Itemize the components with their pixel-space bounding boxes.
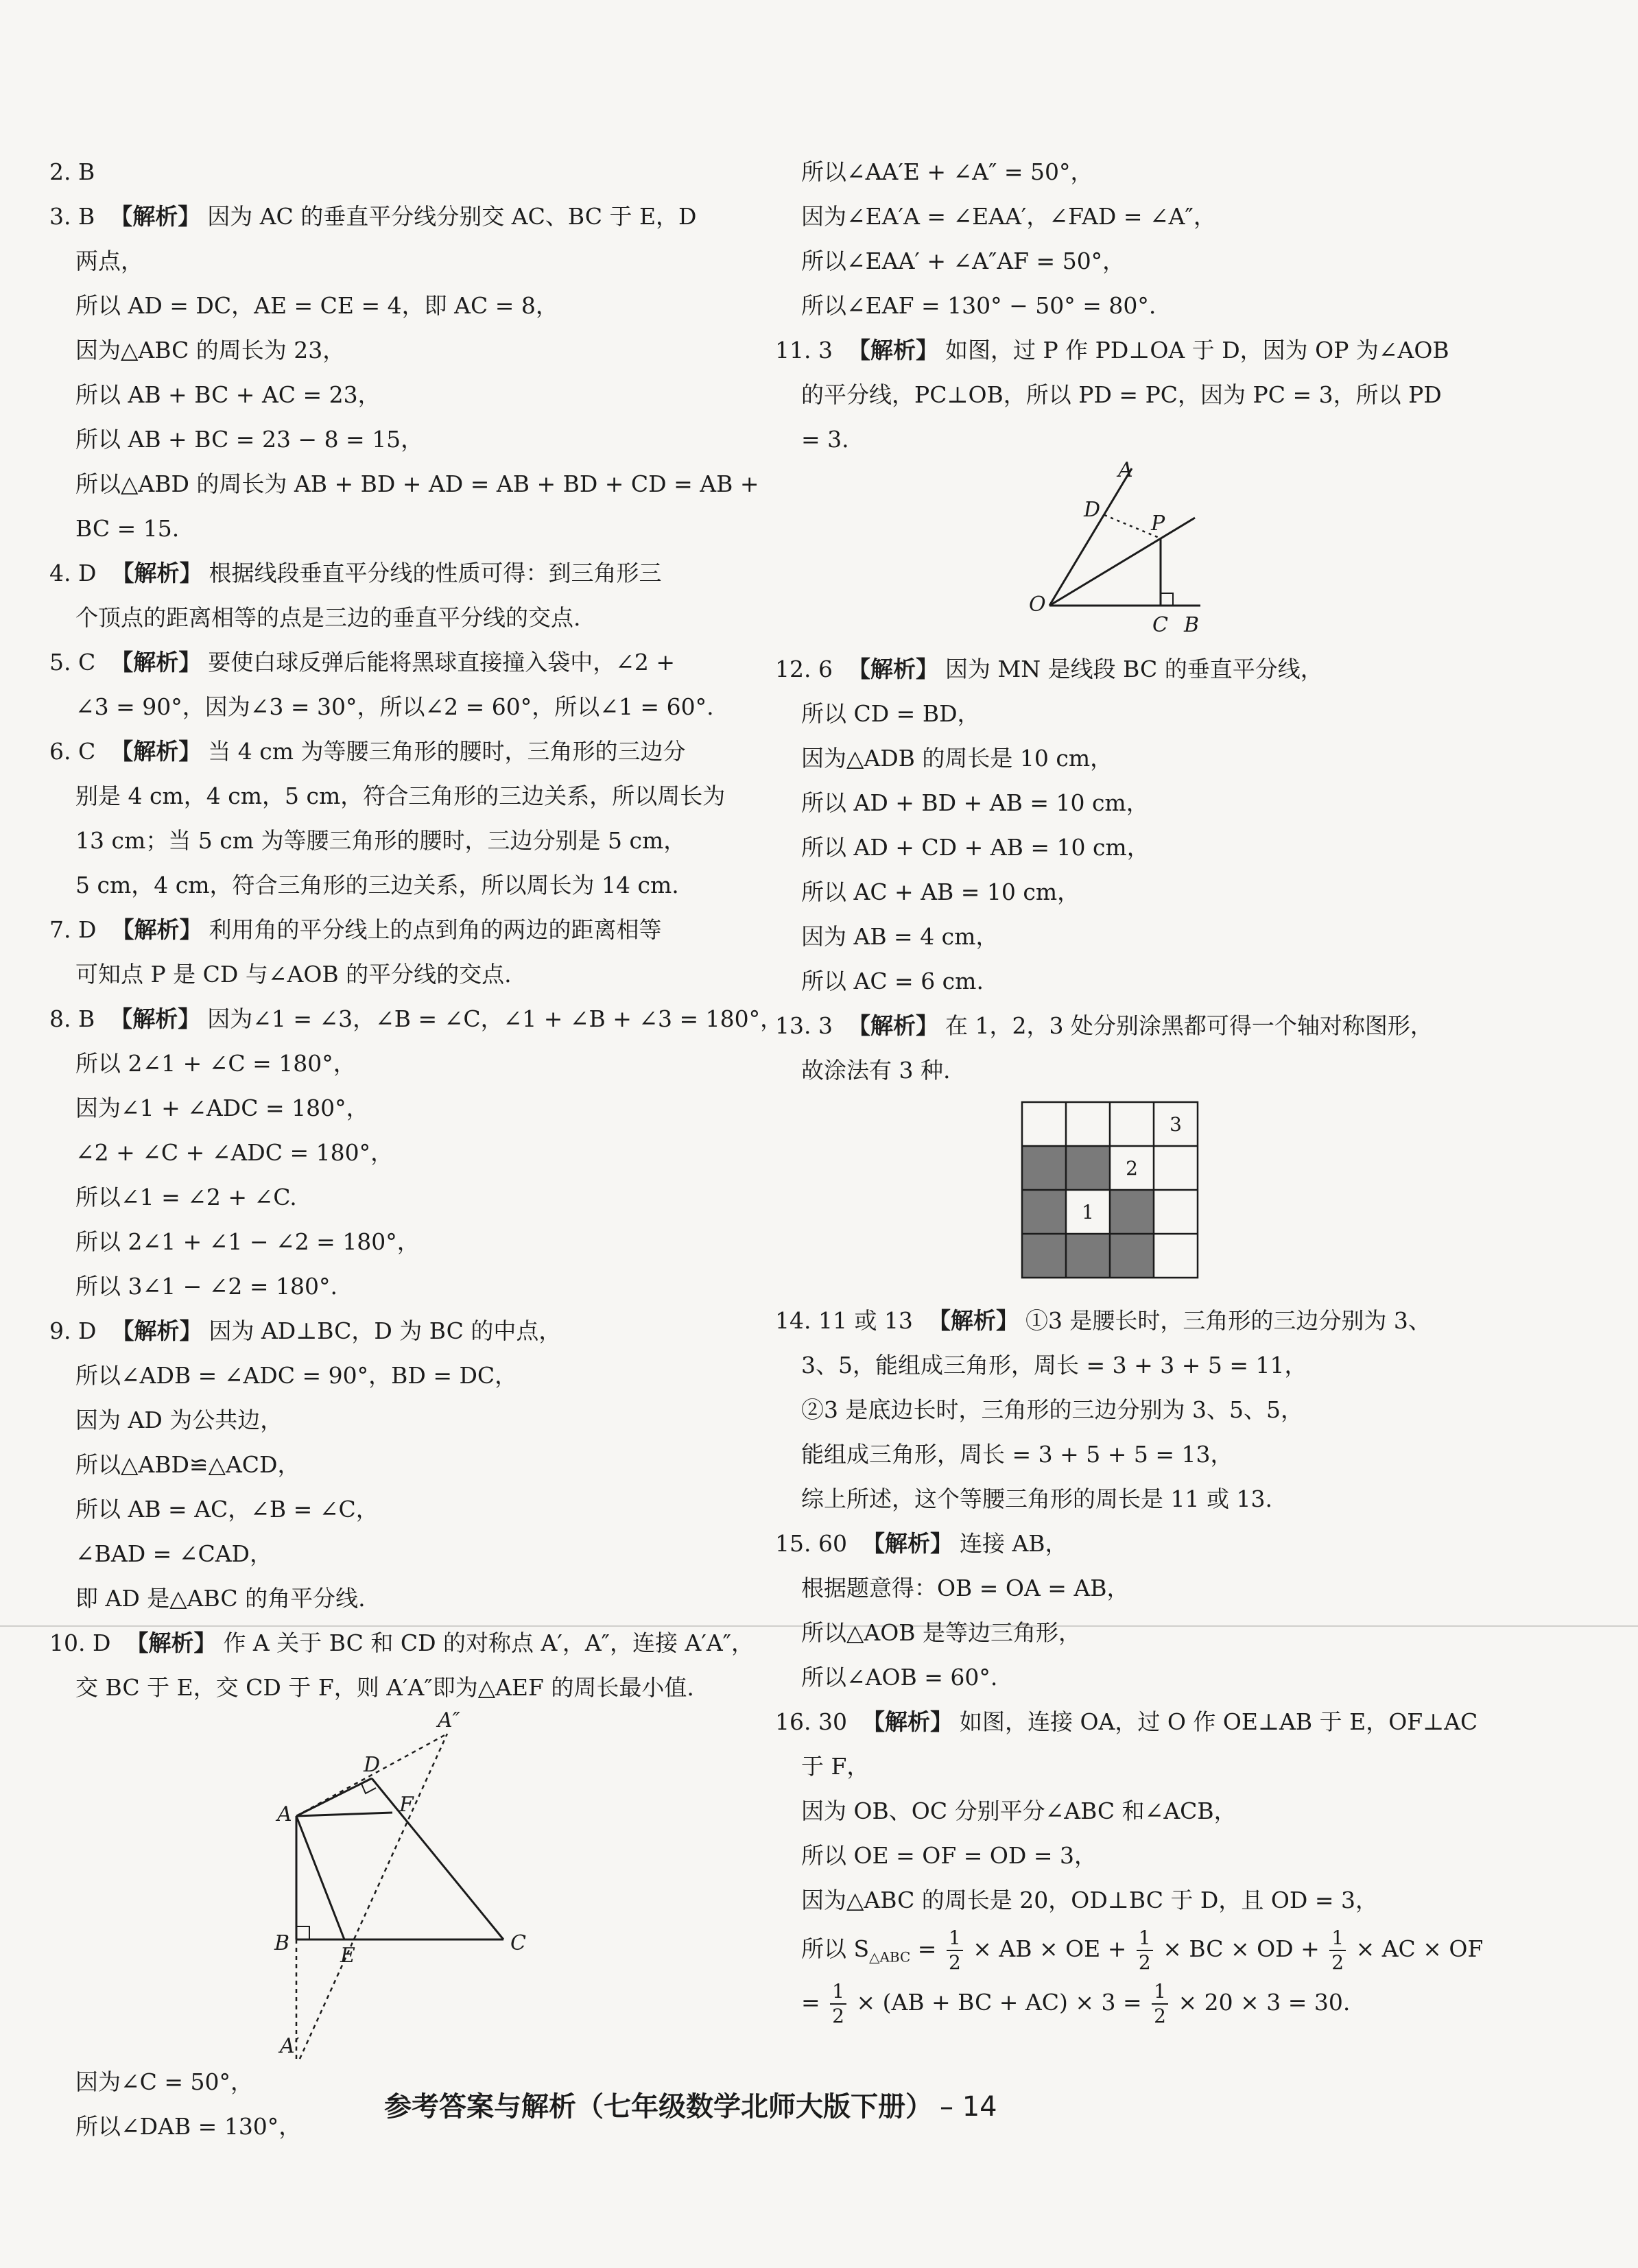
answer-10-line: 10. D 【解析】 作 A 关于 BC 和 CD 的对称点 A′，A″，连接 A′A″， bbox=[49, 1630, 754, 1656]
grid-label-3: 3 bbox=[1170, 1113, 1182, 1136]
answer-5-text: ∠3 = 90°，因为∠3 = 30°，所以∠2 = 60°，所以∠1 = 60°. bbox=[75, 693, 714, 720]
label-d: D bbox=[364, 1753, 381, 1777]
answer-10-text: 因为∠C = 50°， bbox=[75, 2068, 254, 2095]
answer-12-text: 所以 AD + CD + AB = 10 cm， bbox=[801, 834, 1150, 861]
right-column bbox=[775, 150, 1484, 2029]
answer-12-text: 所以 CD = BD， bbox=[801, 700, 980, 727]
answer-12-text: 因为△ADB 的周长是 10 cm， bbox=[801, 745, 1113, 772]
label-b: B bbox=[1184, 613, 1200, 637]
answer-16-text: 于 F， bbox=[801, 1753, 870, 1780]
answer-16-line: 16. 30 【解析】 如图，连接 OA，过 O 作 OE⊥AB 于 E，OF⊥AC bbox=[775, 1708, 1478, 1735]
answer-3-text: BC = 15. bbox=[75, 515, 180, 542]
answer-7-line: 7. D 【解析】 利用角的平分线上的点到角的两边的距离相等 bbox=[49, 916, 662, 943]
answer-10-cont: 所以∠EAA′ + ∠A″AF = 50°， bbox=[801, 248, 1126, 274]
answer-9-text: ∠BAD = ∠CAD， bbox=[75, 1540, 273, 1567]
answer-3-line: 3. B 【解析】 因为 AC 的垂直平分线分别交 AC、BC 于 E，D bbox=[49, 203, 697, 230]
label-e: E bbox=[340, 1944, 355, 1968]
label-b: B bbox=[274, 1931, 290, 1955]
page-number: – 14 bbox=[940, 2091, 997, 2123]
answer-16-area-formula: 所以 $S_{\triangle ABC}$ = $\frac{1}{2}$ × AB × OE + $\frac{1}{2}$ × BC × OD + $\frac{1}{2}$ × AC × OF bbox=[801, 1926, 1484, 1974]
fraction-half: $\frac{1}{2}$ bbox=[1329, 1929, 1346, 1972]
answer-13-line: 13. 3 【解析】 在 1，2，3 处分别涂黑都可得一个轴对称图形， bbox=[775, 1012, 1433, 1039]
answer-9-text: 即 AD 是△ABC 的角平分线. bbox=[75, 1585, 366, 1612]
q10-diagram-svg bbox=[49, 1710, 735, 2060]
segment-af bbox=[296, 1813, 392, 1816]
answer-3-text: 所以 AD = DC，AE = CE = 4，即 AC = 8， bbox=[75, 292, 558, 319]
answer-6-text: 别是 4 cm，4 cm，5 cm，符合三角形的三边关系，所以周长为 bbox=[75, 783, 726, 809]
dashed-a1a2 bbox=[296, 1734, 447, 2060]
answer-3-text: 因为△ABC 的周长为 23， bbox=[75, 337, 346, 363]
shaded-cell bbox=[1066, 1146, 1110, 1190]
answer-8-line: 8. B 【解析】 因为∠1 = ∠3，∠B = ∠C，∠1 + ∠B + ∠3 = 180°， bbox=[49, 1005, 783, 1032]
answer-14-line: 14. 11 或 13 【解析】 ①3 是腰长时，三角形的三边分别为 3、 bbox=[775, 1307, 1431, 1334]
right-angle-b bbox=[296, 1926, 309, 1939]
label-c: C bbox=[510, 1931, 526, 1955]
answer-3-text: 所以△ABD 的周长为 AB + BD + AD = AB + BD + CD = AB + bbox=[75, 470, 759, 497]
answer-2: 2. B bbox=[49, 158, 95, 185]
answer-12-text: 因为 AB = 4 cm， bbox=[801, 923, 999, 950]
answer-10-text: 交 BC 于 E，交 CD 于 F，则 A′A″即为△AEF 的周长最小值. bbox=[75, 1674, 694, 1701]
shaded-cell bbox=[1022, 1234, 1066, 1278]
shaded-cell bbox=[1110, 1190, 1154, 1234]
answer-10-text: 所以∠DAB = 130°， bbox=[75, 2113, 302, 2140]
page-footer bbox=[384, 2085, 997, 2124]
answer-11-line: 11. 3 【解析】 如图，过 P 作 PD⊥OA 于 D，因为 OP 为∠AOB bbox=[775, 337, 1449, 363]
answer-9-text: 所以△ABD≌△ACD， bbox=[75, 1451, 300, 1478]
answer-12-text: 所以 AD + BD + AB = 10 cm， bbox=[801, 789, 1149, 816]
fraction-half: $\frac{1}{2}$ bbox=[830, 1982, 846, 2026]
answer-14-text: ②3 是底边长时，三角形的三边分别为 3、5、5， bbox=[801, 1396, 1303, 1423]
answer-6-line: 6. C 【解析】 当 4 cm 为等腰三角形的腰时，三角形的三边分 bbox=[49, 738, 686, 765]
figure-q11-angle-bisector bbox=[775, 462, 1468, 647]
answer-16-result-formula: = $\frac{1}{2}$ × (AB + BC + AC) × 3 = $\frac{1}{2}$ × 20 × 3 = 30. bbox=[801, 1980, 1351, 2027]
label-a2: A″ bbox=[438, 1710, 460, 1732]
answer-12-line: 12. 6 【解析】 因为 MN 是线段 BC 的垂直平分线， bbox=[775, 656, 1323, 682]
fraction-half: $\frac{1}{2}$ bbox=[947, 1929, 963, 1972]
answer-8-text: ∠2 + ∠C + ∠ADC = 180°， bbox=[75, 1139, 394, 1166]
shaded-cell bbox=[1110, 1234, 1154, 1278]
answer-9-text: 因为 AD 为公共边， bbox=[75, 1407, 283, 1433]
answer-8-text: 因为∠1 + ∠ADC = 180°， bbox=[75, 1095, 369, 1121]
grid-label-1: 1 bbox=[1082, 1201, 1094, 1223]
answer-13-text: 故涂法有 3 种. bbox=[801, 1057, 951, 1084]
answer-3-text: 所以 AB + BC = 23 − 8 = 15， bbox=[75, 426, 424, 453]
answer-10-cont: 所以∠EAF = 130° − 50° = 80°. bbox=[801, 292, 1156, 319]
answer-7-text: 可知点 P 是 CD 与∠AOB 的平分线的交点. bbox=[75, 961, 512, 988]
answer-16-text: 所以 OE = OF = OD = 3， bbox=[801, 1842, 1097, 1869]
answer-5-line: 5. C 【解析】 要使白球反弹后能将黑球直接撞入袋中，∠2 + bbox=[49, 649, 676, 676]
label-f: F bbox=[399, 1793, 414, 1817]
answer-11-text: = 3. bbox=[801, 426, 849, 453]
answer-16-text: 因为△ABC 的周长是 20，OD⊥BC 于 D，且 OD = 3， bbox=[801, 1887, 1379, 1913]
answer-15-text: 根据题意得：OB = OA = AB， bbox=[801, 1575, 1130, 1601]
label-a1: A′ bbox=[280, 2034, 300, 2058]
segment-ae bbox=[296, 1816, 344, 1939]
grid-label-2: 2 bbox=[1126, 1157, 1138, 1180]
answer-6-text: 5 cm，4 cm，符合三角形的三边关系，所以周长为 14 cm. bbox=[75, 872, 679, 898]
answer-14-text: 3、5，能组成三角形，周长 = 3 + 3 + 5 = 11， bbox=[801, 1352, 1307, 1378]
q11-diagram-svg bbox=[775, 462, 1461, 647]
label-p: P bbox=[1151, 512, 1165, 536]
answer-4-text: 个顶点的距离相等的点是三边的垂直平分线的交点. bbox=[75, 604, 581, 631]
answer-9-text: 所以 AB = AC，∠B = ∠C， bbox=[75, 1496, 379, 1523]
answer-15-line: 15. 60 【解析】 连接 AB， bbox=[775, 1530, 1068, 1557]
fraction-half: $\frac{1}{2}$ bbox=[1137, 1929, 1153, 1972]
answer-3-text: 两点， bbox=[75, 248, 143, 274]
left-column bbox=[49, 150, 783, 2149]
figure-q10-reflection bbox=[49, 1710, 735, 2060]
label-a: A bbox=[1118, 462, 1133, 482]
answer-11-text: 的平分线，PC⊥OB，所以 PD = PC，因为 PC = 3，所以 PD bbox=[801, 381, 1442, 408]
ray-oa bbox=[1049, 468, 1132, 606]
answer-9-line: 9. D 【解析】 因为 AD⊥BC，D 为 BC 的中点， bbox=[49, 1317, 562, 1344]
segment-dc bbox=[372, 1778, 503, 1939]
footer-title: 参考答案与解析（七年级数学北师大版下册） bbox=[384, 2091, 933, 2123]
answer-6-text: 13 cm；当 5 cm 为等腰三角形的腰时，三边分别是 5 cm， bbox=[75, 827, 687, 854]
label-c: C bbox=[1152, 613, 1168, 637]
answer-12-text: 所以 AC + AB = 10 cm， bbox=[801, 879, 1080, 905]
figure-q13-grid bbox=[775, 1093, 1468, 1298]
label-d: D bbox=[1084, 498, 1101, 522]
right-angle-d bbox=[361, 1784, 376, 1793]
shaded-cell bbox=[1066, 1234, 1110, 1278]
answer-4-line: 4. D 【解析】 根据线段垂直平分线的性质可得：到三角形三 bbox=[49, 560, 662, 586]
shaded-cell bbox=[1022, 1146, 1066, 1190]
q13-grid-svg bbox=[775, 1093, 1461, 1298]
answer-9-text: 所以∠ADB = ∠ADC = 90°，BD = DC， bbox=[75, 1362, 518, 1389]
label-a: A bbox=[277, 1802, 292, 1826]
answer-16-text: 因为 OB、OC 分别平分∠ABC 和∠ACB， bbox=[801, 1798, 1237, 1824]
fraction-half: $\frac{1}{2}$ bbox=[1152, 1982, 1168, 2026]
answer-12-text: 所以 AC = 6 cm. bbox=[801, 968, 984, 994]
segment-ad bbox=[296, 1778, 372, 1816]
answer-8-text: 所以 2∠1 + ∠1 − ∠2 = 180°， bbox=[75, 1228, 420, 1255]
right-angle-c bbox=[1161, 593, 1173, 606]
answer-14-text: 综上所述，这个等腰三角形的周长是 11 或 13. bbox=[801, 1485, 1272, 1512]
answer-14-text: 能组成三角形，周长 = 3 + 5 + 5 = 13， bbox=[801, 1441, 1233, 1468]
label-o: O bbox=[1029, 593, 1046, 617]
answer-15-text: 所以∠AOB = 60°. bbox=[801, 1664, 998, 1691]
answer-15-text: 所以△AOB 是等边三角形， bbox=[801, 1619, 1082, 1646]
answer-10-cont: 因为∠EA′A = ∠EAA′，∠FAD = ∠A″， bbox=[801, 203, 1216, 230]
answer-3-text: 所以 AB + BC + AC = 23， bbox=[75, 381, 381, 408]
ray-op bbox=[1049, 518, 1195, 606]
answer-8-text: 所以∠1 = ∠2 + ∠C. bbox=[75, 1184, 297, 1210]
shaded-cell bbox=[1022, 1190, 1066, 1234]
answer-8-text: 所以 2∠1 + ∠C = 180°， bbox=[75, 1050, 356, 1077]
answer-8-text: 所以 3∠1 − ∠2 = 180°. bbox=[75, 1273, 338, 1300]
answer-10-cont: 所以∠AA′E + ∠A″ = 50°， bbox=[801, 158, 1093, 185]
